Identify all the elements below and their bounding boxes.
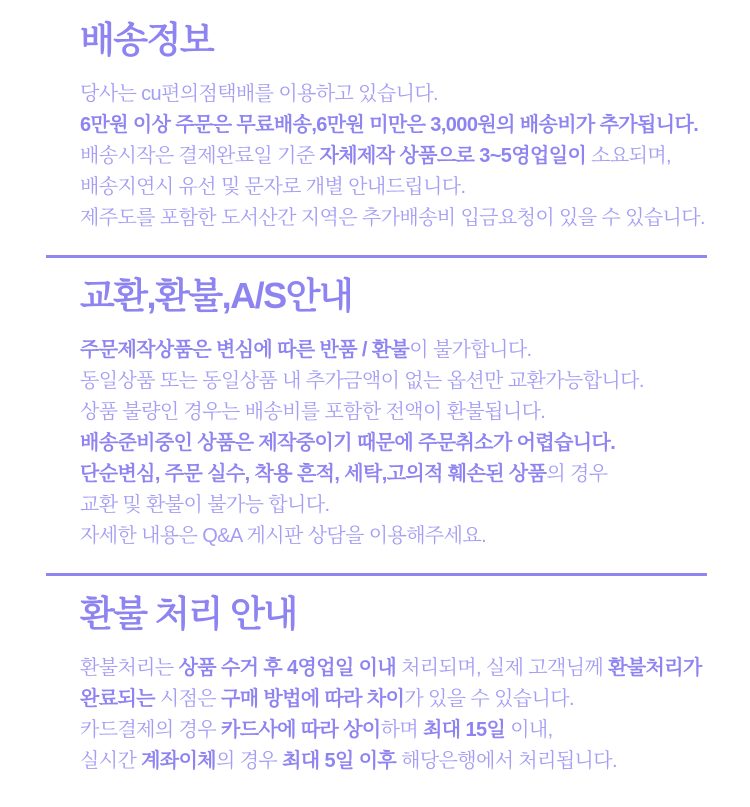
text-segment-bold: 구매 방법에 따라 차이 [220, 688, 405, 710]
info-line [80, 746, 712, 777]
text-segment-bold: 환불처리가 [608, 657, 702, 679]
text-segment: 처리되며, 실제 고객님께 [396, 657, 609, 679]
text-segment: 카드결제의 경우 [80, 719, 221, 741]
text-segment-bold: 완료되는 [80, 688, 155, 710]
text-segment: 소요되며, [586, 145, 671, 167]
text-segment: 환불처리는 [80, 657, 179, 679]
section-shipping-info [0, 19, 750, 234]
info-line [80, 366, 712, 397]
text-segment-bold: 단순변심, 주문 실수, 착용 흔적, 세탁,고의적 훼손된 상품 [80, 463, 547, 485]
text-segment: 의 경우 [216, 750, 283, 772]
text-segment-bold: 상품 수거 후 4영업일 이내 [178, 657, 397, 679]
section-body-refund-processing-info [80, 653, 712, 777]
section-body-exchange-refund-as-info [80, 335, 712, 552]
section-title-exchange-refund-as-info: 교환,환불,A/S안내 [80, 275, 353, 316]
text-segment: 자세한 내용은 Q&A 게시판 상담을 이용해주세요. [80, 525, 487, 547]
info-line [80, 428, 712, 459]
text-segment-bold: 자체제작 상품으로 3~5영업일이 [319, 145, 587, 167]
text-segment-bold: 계좌이체 [141, 750, 217, 772]
text-segment: 이내, [505, 719, 553, 741]
info-line [80, 521, 712, 552]
info-line [80, 715, 712, 746]
text-segment: 상품 불량인 경우는 배송비를 포함한 전액이 환불됩니다. [80, 401, 546, 423]
info-line [80, 110, 712, 141]
text-segment: 제주도를 포함한 도서산간 지역은 추가배송비 입금요청이 있을 수 있습니다. [80, 207, 705, 229]
info-line [80, 79, 712, 110]
section-exchange-refund-as-info [0, 275, 750, 552]
text-segment: 배송시작은 결제완료일 기준 [80, 145, 320, 167]
section-refund-processing-info [0, 593, 750, 777]
text-segment: 하며 [380, 719, 424, 741]
section-title-refund-processing-info: 환불 처리 안내 [80, 593, 297, 634]
text-segment-bold: 6만원 이상 주문은 무료배송,6만원 미만은 3,000원의 배송비가 추가됩니다. [80, 114, 699, 136]
info-line [80, 203, 712, 234]
text-segment: 가 있을 수 있습니다. [404, 688, 574, 710]
info-line [80, 141, 712, 172]
info-line [80, 653, 712, 684]
info-line [80, 684, 712, 715]
info-line [80, 397, 712, 428]
text-segment: 이 불가합니다. [409, 339, 532, 361]
text-segment-bold: 카드사에 따라 상이 [220, 719, 381, 741]
section-body-shipping-info [80, 79, 712, 234]
text-segment: 동일상품 또는 동일상품 내 추가금액이 없는 옵션만 교환가능합니다. [80, 370, 644, 392]
text-segment-bold: 배송준비중인 상품은 제작중이기 때문에 주문취소가 어렵습니다. [80, 432, 616, 454]
text-segment-bold: 최대 5일 이후 [282, 750, 397, 772]
text-segment: 교환 및 환불이 불가능 합니다. [80, 494, 330, 516]
info-line [80, 335, 712, 366]
text-segment: 실시간 [80, 750, 142, 772]
section-divider [46, 255, 707, 258]
section-divider [46, 573, 707, 576]
info-line [80, 490, 712, 521]
text-segment: 의 경우 [546, 463, 608, 485]
text-segment: 당사는 cu편의점택배를 이용하고 있습니다. [80, 83, 438, 105]
info-line [80, 459, 712, 490]
section-title-shipping-info: 배송정보 [80, 19, 214, 60]
text-segment-bold: 주문제작상품은 변심에 따른 반품 / 환불 [80, 339, 410, 361]
text-segment-bold: 최대 15일 [423, 719, 506, 741]
text-segment: 해당은행에서 처리됩니다. [396, 750, 617, 772]
text-segment: 배송지연시 유선 및 문자로 개별 안내드립니다. [80, 176, 466, 198]
text-segment: 시점은 [154, 688, 221, 710]
info-line [80, 172, 712, 203]
